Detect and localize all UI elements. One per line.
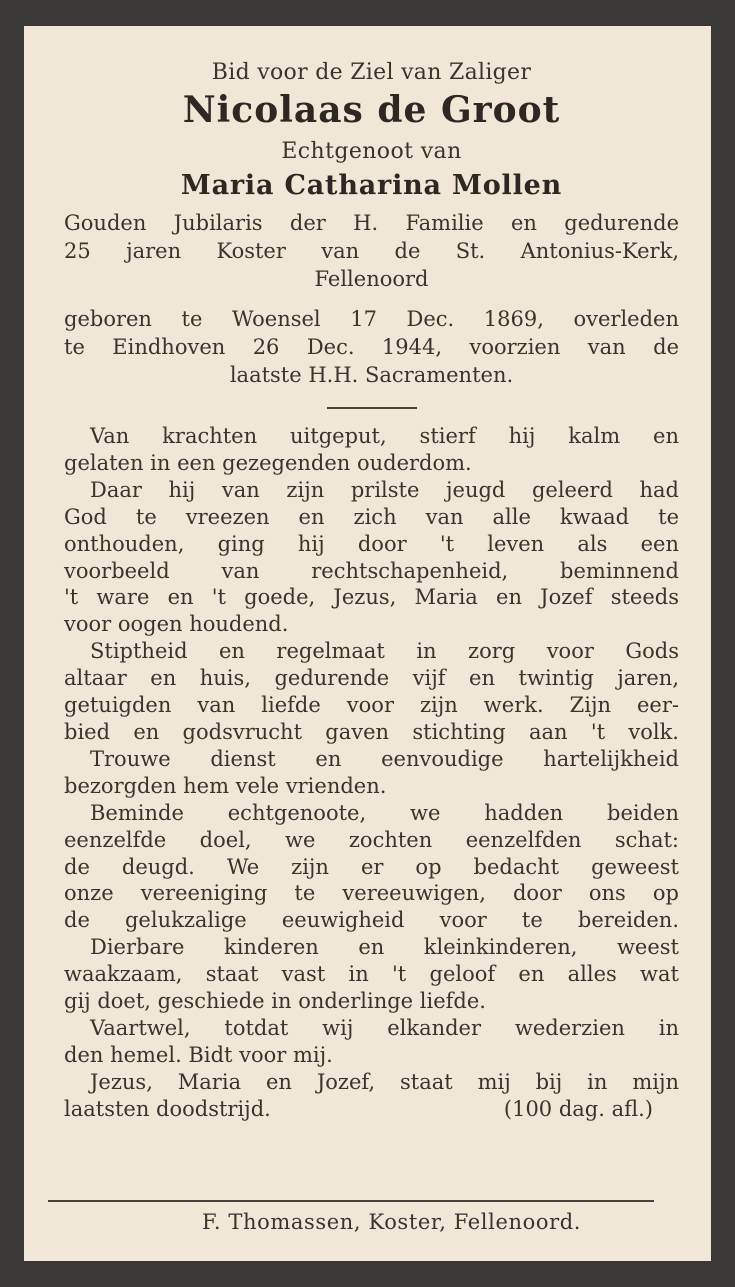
text-line: den hemel. Bidt voor mij. — [64, 1042, 333, 1067]
titles-line: Fellenoord — [314, 267, 429, 291]
prayer-text: laatsten doodstrijd. — [64, 1096, 271, 1121]
text-line: de gelukzalige eeuwigheid voor te bereiden. — [64, 908, 679, 933]
text-line: Stiptheid en regelmaat in zorg voor Gods — [90, 639, 679, 664]
text-line: Beminde echtgenoote, we hadden beiden — [90, 800, 679, 825]
text-line: de deugd. We zijn er op bedacht geweest — [64, 854, 679, 879]
text-line: Daar hij van zijn prilste jeugd geleerd had — [90, 477, 679, 502]
text-line: voorbeeld van rechtschapenheid, beminnend — [64, 558, 679, 583]
paragraph — [64, 746, 679, 800]
paragraph — [64, 423, 679, 477]
dates-block — [64, 305, 679, 389]
text-line: getuigden van liefde voor zijn werk. Zijn eer- — [64, 693, 679, 718]
titles-line: 25 jaren Koster van de St. Antonius-Kerk, — [64, 239, 679, 263]
text-line: onze vereeniging te vereeuwigen, door ons op — [64, 881, 679, 906]
text-line: Vaartwel, totdat wij elkander wederzien in — [90, 1015, 679, 1040]
paragraph — [64, 1015, 679, 1069]
text-line: onthouden, ging hij door 't leven als een — [64, 531, 679, 556]
text-line: Trouwe dienst en eenvoudige hartelijkheid — [90, 746, 679, 771]
text-line: eenzelfde doel, we zochten eenzelfden schat: — [64, 827, 679, 852]
text-line: 't ware en 't goede, Jezus, Maria en Jozef steeds — [64, 585, 679, 610]
text-line: voor oogen houdend. — [64, 612, 289, 637]
dates-line: geboren te Woensel 17 Dec. 1869, overleden — [64, 307, 679, 331]
indulgence-note: (100 dag. afl.) — [503, 1096, 653, 1121]
text-line: gij doet, geschiede in onderlinge liefde. — [64, 989, 486, 1014]
dates-line: laatste H.H. Sacramenten. — [229, 363, 514, 387]
prayer-last-line — [64, 1096, 679, 1123]
footer-divider — [48, 1200, 654, 1202]
titles-line: Gouden Jubilaris der H. Familie en gedurende — [64, 211, 679, 235]
deceased-name: Nicolaas de Groot — [182, 89, 561, 131]
text-line: gelaten in een gezegenden ouderdom. — [64, 450, 472, 475]
text-line: altaar en huis, gedurende vijf en twintig jaren, — [64, 666, 679, 691]
card-content — [64, 56, 679, 1123]
intro-line: Bid voor de Ziel van Zaliger — [211, 60, 532, 85]
paragraph — [64, 934, 679, 1015]
short-divider — [327, 407, 417, 409]
titles-block — [64, 209, 679, 293]
text-line: waakzaam, staat vast in 't geloof en alles wat — [64, 962, 679, 987]
printer-credit: F. Thomassen, Koster, Fellenoord. — [201, 1210, 582, 1234]
relation-line: Echtgenoot van — [281, 139, 462, 164]
prayer-line: Jezus, Maria en Jozef, staat mij bij in mijn — [90, 1069, 679, 1094]
text-line: Dierbare kinderen en kleinkinderen, weest — [90, 935, 679, 960]
paragraph — [64, 800, 679, 935]
text-line: bied en godsvrucht gaven stichting aan 't volk. — [64, 719, 679, 744]
spouse-name: Maria Catharina Mollen — [180, 170, 563, 201]
paragraph — [64, 477, 679, 638]
prayer-paragraph — [64, 1069, 679, 1123]
text-line: Van krachten uitgeput, stierf hij kalm en — [90, 424, 679, 448]
text-line: bezorgden hem vele vrienden. — [64, 773, 387, 798]
body-text — [64, 423, 679, 1123]
paragraph — [64, 638, 679, 746]
dates-line: te Eindhoven 26 Dec. 1944, voorzien van de — [64, 335, 679, 359]
text-line: God te vreezen en zich van alle kwaad te — [64, 504, 679, 529]
